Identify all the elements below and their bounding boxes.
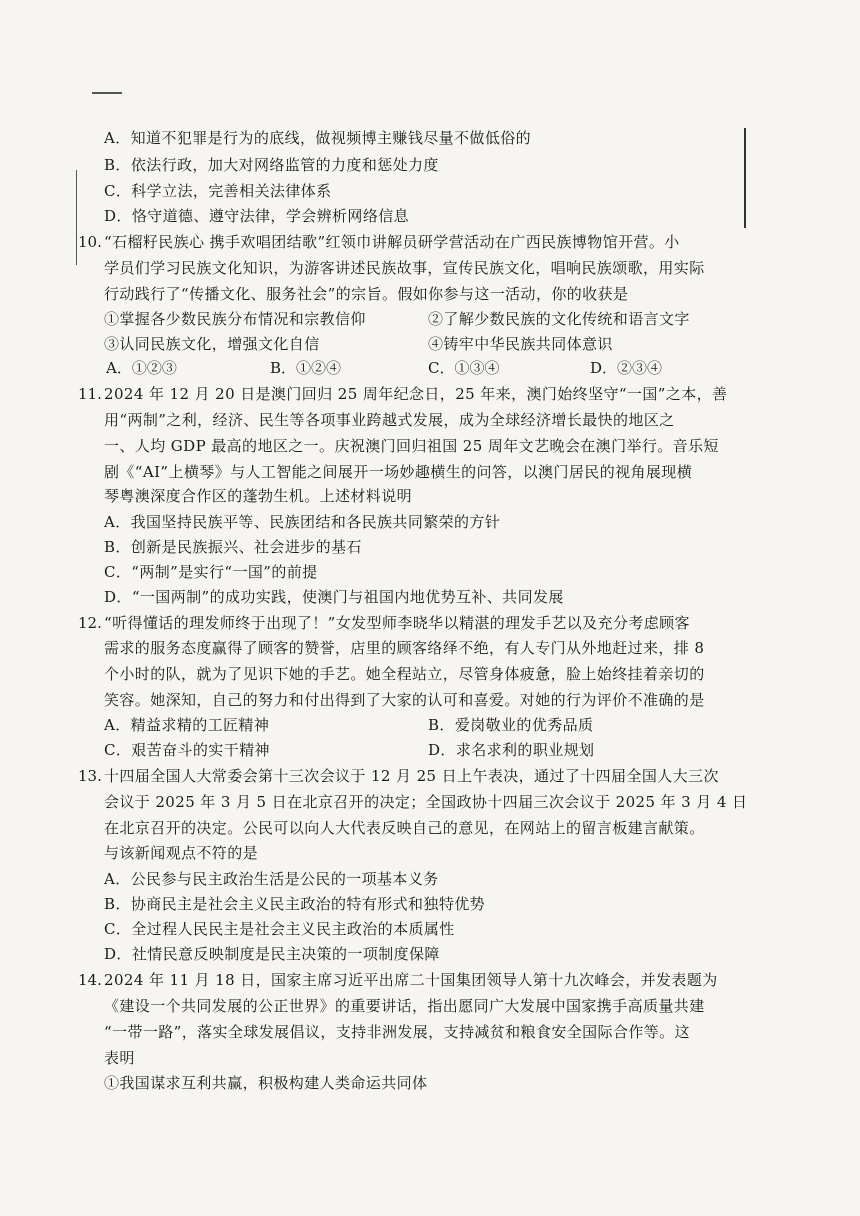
q12-option-d: D．求名求利的职业规划 bbox=[428, 741, 595, 759]
q11-option-b: B．创新是民族振兴、社会进步的基石 bbox=[104, 538, 362, 556]
q11-option-c: C．“两制”是实行“一国”的前提 bbox=[104, 563, 318, 581]
q13-option-c: C．全过程人民民主是社会主义民主政治的本质属性 bbox=[104, 920, 455, 938]
q13-stem-line: 与该新闻观点不符的是 bbox=[104, 844, 259, 862]
question-number: 12. bbox=[78, 614, 102, 632]
q14-stem-line: 《建设一个共同发展的公正世界》的重要讲话，指出愿同广大发展中国家携手高质量共建 bbox=[104, 997, 705, 1015]
q11-stem-line: 用“两制”之利，经济、民生等各项事业跨越式发展，成为全球经济增长最快的地区之 bbox=[104, 411, 675, 429]
q13-option-b: B．协商民主是社会主义民主政治的特有形式和独特优势 bbox=[104, 895, 486, 913]
question-number: 13. bbox=[78, 767, 102, 785]
q10-statement: ④铸牢中华民族共同体意识 bbox=[428, 335, 613, 353]
q10-statement: ②了解少数民族的文化传统和语言文字 bbox=[428, 310, 690, 328]
q13-stem-line: 十四届全国人大常委会第十三次会议于 12 月 25 日上午表决，通过了十四届全国人大三次 bbox=[104, 767, 719, 785]
q10-stem-line: 学员们学习民族文化知识，为游客讲述民族故事，宣传民族文化，唱响民族颂歌，用实际 bbox=[104, 259, 705, 277]
q11-option-a: A．我国坚持民族平等、民族团结和各民族共同繁荣的方针 bbox=[104, 513, 501, 531]
q13-option-a: A．公民参与民主政治生活是公民的一项基本义务 bbox=[104, 870, 439, 888]
q12-stem-line: 需求的服务态度赢得了顾客的赞誉，店里的顾客络绎不绝，有人专门从外地赶过来，排 8 bbox=[104, 639, 705, 657]
q10-option-d: D．②③④ bbox=[590, 359, 663, 377]
question-number: 14. bbox=[78, 971, 102, 989]
q13-stem-line: 会议于 2025 年 3 月 5 日在北京召开的决定；全国政协十四届三次会议于 2025 年 3 月 4 日 bbox=[104, 793, 748, 811]
q14-stem-line: “一带一路”，落实全球发展倡议，支持非洲发展，支持减贫和粮食安全国际合作等。这 bbox=[104, 1023, 690, 1041]
q12-stem-line: 个小时的队，就为了见识下她的手艺。她全程站立，尽管身体疲惫，脸上始终挂着亲切的 bbox=[104, 665, 705, 683]
q14-stem-line: 表明 bbox=[104, 1049, 135, 1067]
q10-option-a: A．①②③ bbox=[106, 359, 177, 377]
q10-statement: ①掌握各少数民族分布情况和宗教信仰 bbox=[104, 310, 366, 328]
q11-stem-line: 剧《“AI”上横琴》与人工智能之间展开一场妙趣横生的问答，以澳门居民的视角展现横 bbox=[104, 463, 693, 481]
q14-statement: ①我国谋求互利共赢，积极构建人类命运共同体 bbox=[104, 1074, 428, 1092]
q13-stem-line: 在北京召开的决定。公民可以向人大代表反映自己的意见，在网站上的留言板建言献策。 bbox=[104, 819, 705, 837]
q12-option-b: B．爱岗敬业的优秀品质 bbox=[428, 716, 594, 734]
q13-option-d: D．社情民意反映制度是民主决策的一项制度保障 bbox=[104, 945, 440, 963]
q11-option-d: D．“一国两制”的成功实践，使澳门与祖国内地优势互补、共同发展 bbox=[104, 588, 564, 606]
q11-stem-line: 一、人均 GDP 最高的地区之一。庆祝澳门回归祖国 25 周年文艺晚会在澳门举行。音乐短 bbox=[104, 437, 719, 455]
q10-stem-line: 行动践行了“传播文化、服务社会”的宗旨。假如你参与这一活动，你的收获是 bbox=[104, 285, 629, 303]
q9-option-c: C．科学立法，完善相关法律体系 bbox=[104, 182, 332, 200]
q10-stem-line: “石榴籽民族心 携手欢唱团结歌”红领巾讲解员研学营活动在广西民族博物馆开营。小 bbox=[104, 233, 680, 251]
q9-option-d: D．恪守道德、遵守法律，学会辨析网络信息 bbox=[104, 207, 410, 225]
q14-stem-line: 2024 年 11 月 18 日，国家主席习近平出席二十国集团领导人第十九次峰会，并发表题为 bbox=[104, 971, 718, 989]
q9-option-b: B．依法行政，加大对网络监管的力度和惩处力度 bbox=[104, 156, 439, 174]
q12-stem-line: 笑容。她深知，自己的努力和付出得到了大家的认可和喜爱。对她的行为评价不准确的是 bbox=[104, 691, 705, 709]
q10-statement: ③认同民族文化，增强文化自信 bbox=[104, 335, 320, 353]
q12-option-c: C．艰苦奋斗的实干精神 bbox=[104, 741, 270, 759]
q11-stem-line: 2024 年 12 月 20 日是澳门回归 25 周年纪念日，25 年来，澳门始终坚守“一国”之本，善 bbox=[104, 385, 728, 403]
q11-stem-line: 琴粤澳深度合作区的蓬勃生机。上述材料说明 bbox=[104, 487, 413, 505]
q12-stem-line: “听得懂话的理发师终于出现了！”女发型师李晓华以精湛的理发手艺以及充分考虑顾客 bbox=[104, 614, 690, 632]
q10-option-b: B．①②④ bbox=[270, 359, 342, 377]
q9-option-a: A．知道不犯罪是行为的底线，做视频博主赚钱尽量不做低俗的 bbox=[104, 129, 532, 147]
q10-option-c: C．①③④ bbox=[428, 359, 500, 377]
q12-option-a: A．精益求精的工匠精神 bbox=[104, 716, 270, 734]
question-number: 10. bbox=[78, 233, 102, 251]
question-number: 11. bbox=[78, 385, 102, 403]
